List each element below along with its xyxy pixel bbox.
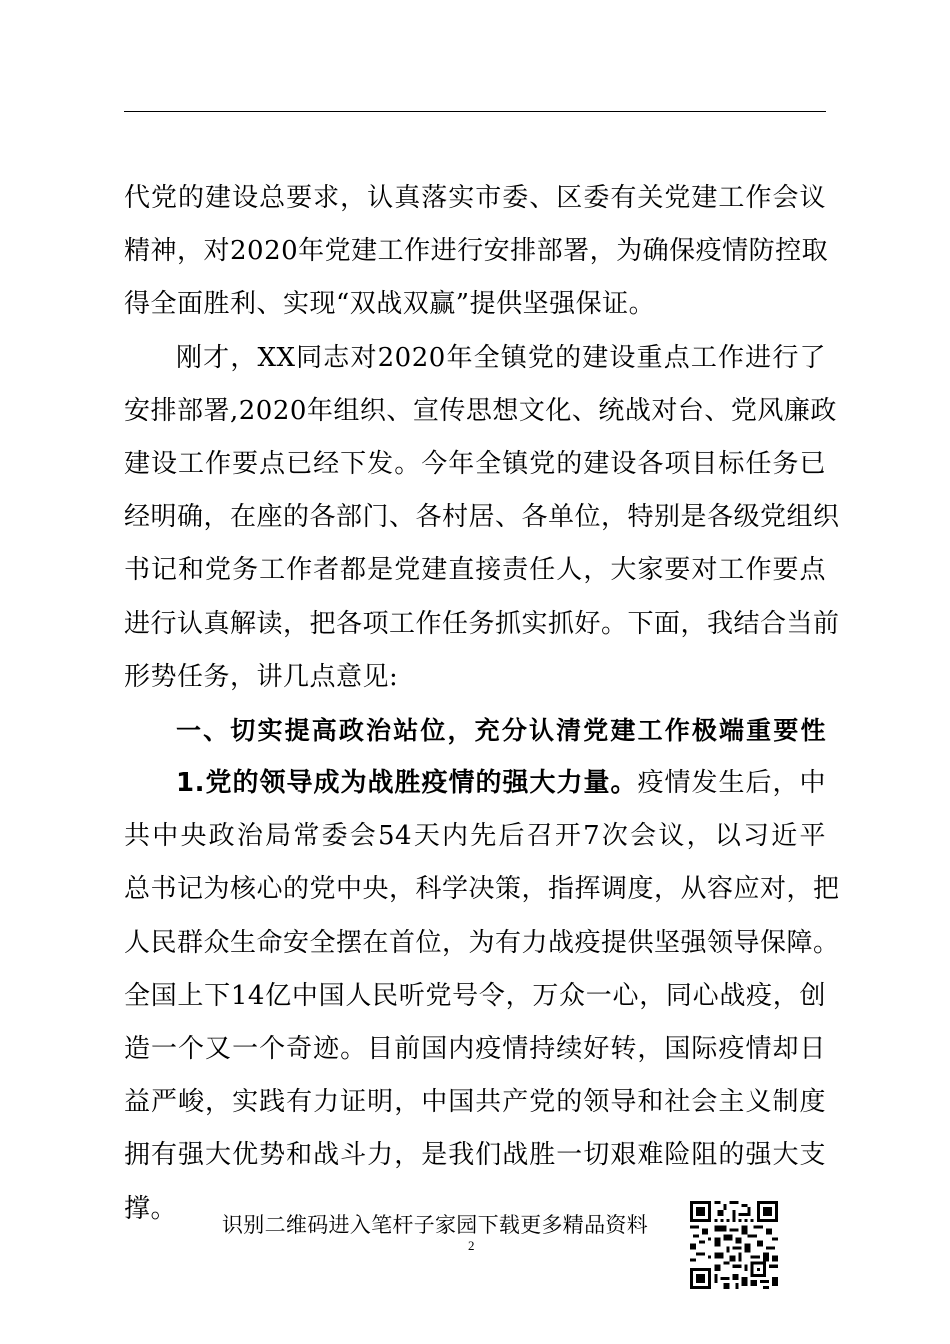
paragraph-line: 总书记为核心的党中央，科学决策，指挥调度，从容应对，把: [124, 874, 840, 905]
paragraph-line: 刚才，XX同志对2020年全镇党的建设重点工作进行了: [176, 342, 826, 373]
page-number: 2: [468, 1238, 475, 1253]
paragraph-line: 形势任务，讲几点意见:: [124, 661, 399, 692]
paragraph-line: [124, 757, 826, 810]
paragraph-line: 书记和党务工作者都是党建直接责任人，大家要对工作要点: [124, 555, 826, 586]
subsection-lead: 1.党的领导成为战胜疫情的强大力量。: [176, 768, 638, 799]
paragraph-line: 经明确，在座的各部门、各村居、各单位，特别是各级党组织: [124, 502, 840, 533]
paragraph-line: 造一个又一个奇迹。目前国内疫情持续好转，国际疫情却日: [124, 1034, 826, 1064]
header-rule: [124, 111, 826, 112]
paragraph-line: 共中央政治局常委会54天内先后召开7次会议，以习近平: [124, 821, 826, 852]
paragraph-line: 进行认真解读，把各项工作任务抓实抓好。下面，我结合当前: [124, 608, 840, 639]
document-body: [124, 172, 840, 1236]
footer-promo-text: 识别二维码进入笔杆子家园下载更多精品资料: [222, 1213, 648, 1237]
paragraph-line: 益严峻，实践有力证明，中国共产党的领导和社会主义制度: [124, 1087, 826, 1118]
section-heading: 一、切实提高政治站位，充分认清党建工作极端重要性: [176, 715, 826, 745]
qr-code-icon[interactable]: [690, 1201, 778, 1289]
paragraph-line: 代党的建设总要求，认真落实市委、区委有关党建工作会议: [124, 183, 826, 213]
paragraph-line: 精神，对2020年党建工作进行安排部署，为确保疫情防控取: [124, 236, 829, 267]
paragraph-line: 撑。: [124, 1193, 178, 1224]
paragraph-line: 安排部署,2020年组织、宣传思想文化、统战对台、党风廉政: [124, 395, 837, 426]
paragraph-line: 拥有强大优势和战斗力，是我们战胜一切艰难险阻的强大支: [124, 1140, 826, 1171]
paragraph-line: 人民群众生命安全摆在首位，为有力战疫提供坚强领导保障。: [124, 927, 840, 958]
paragraph-line: 全国上下14亿中国人民听党号令，万众一心，同心战疫，创: [124, 980, 826, 1011]
paragraph-line: 建设工作要点已经下发。今年全镇党的建设各项目标任务已: [124, 448, 826, 479]
paragraph-text: 疫情发生后，中: [637, 768, 826, 799]
paragraph-line: 得全面胜利、实现“双战双赢”提供坚强保证。: [124, 289, 656, 320]
